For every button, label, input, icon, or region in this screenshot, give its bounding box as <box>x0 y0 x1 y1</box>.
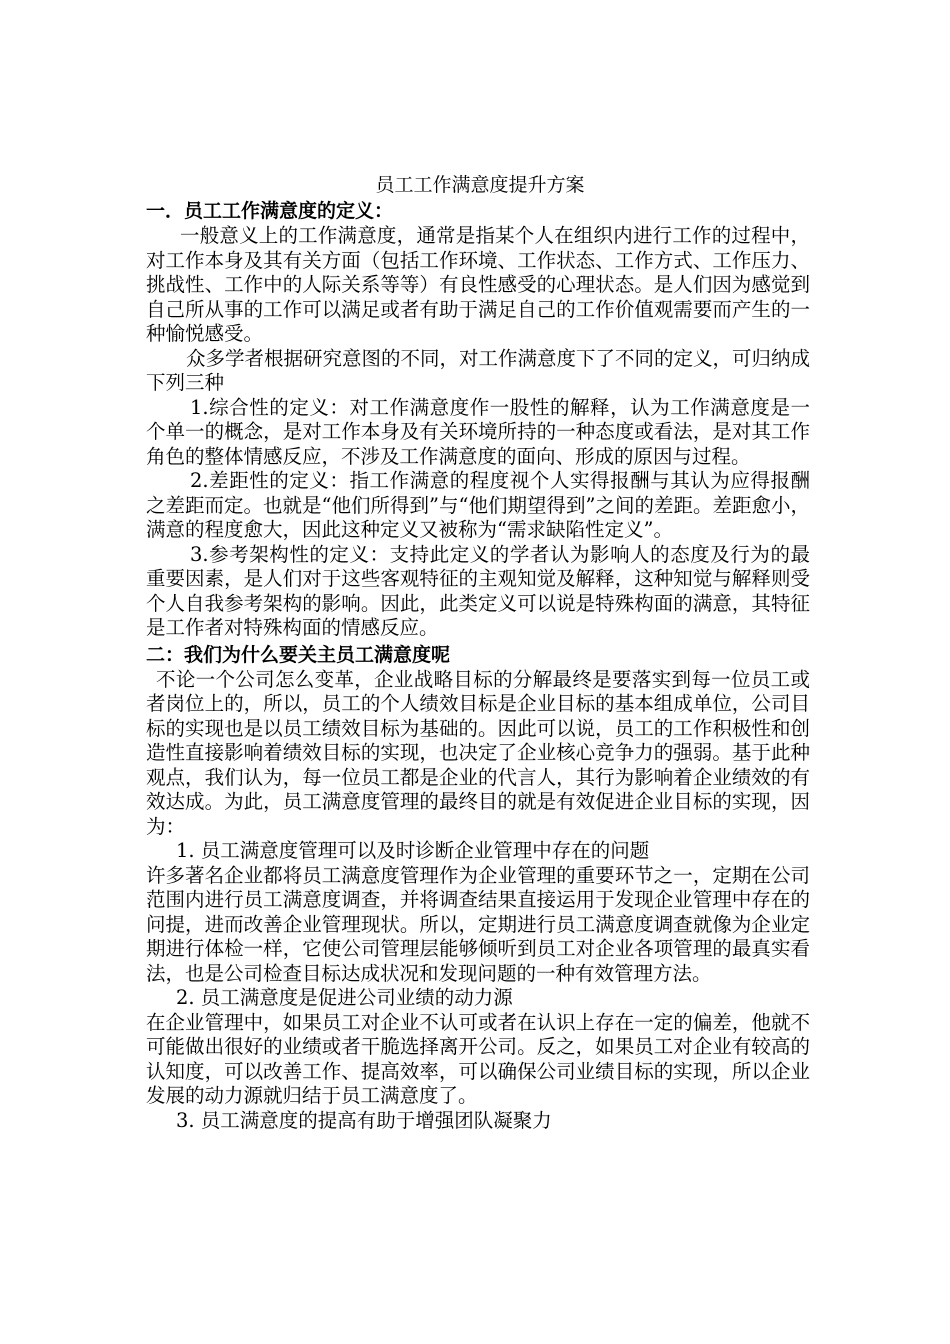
paragraph-definition-reference-frame: 3.参考架构性的定义：支持此定义的学者认为影响人的态度及行为的最重要因素，是人们对于这些客观特征的主观知觉及解释，这种知觉与解释则受个人自我参考架构的影响。因此，此类定义可以说是特殊构面的满意，其特征是工作者对特殊构面的情感反应。 <box>146 542 810 639</box>
list-item-title-performance: 2. 员工满意度是促进公司业绩的动力源 <box>176 986 513 1009</box>
page-title: 员工工作满意度提升方案 <box>375 174 585 196</box>
paragraph-performance-body: 在企业管理中，如果员工对企业不认可或者在认识上存在一定的偏差，他就不可能做出很好的业绩或者干脆选择离开公司。反之，如果员工对企业有较高的认知度，可以改善工作、提高效率，可以确保公司业绩目标的实现，所以企业发展的动力源就归结于员工满意度了。 <box>146 1010 810 1107</box>
document-body <box>146 172 810 1133</box>
paragraph-diagnose-body: 许多著名企业都将员工满意度管理作为企业管理的重要环节之一，定期在公司范围内进行员工满意度调查，并将调查结果直接运用于发现企业管理中存在的问提，进而改善企业管理现状。所以，定期进行员工满意度调查就像为企业定期进行体检一样，它使公司管理层能够倾听到员工对企业各项管理的最真实看法，也是公司检查目标达成状况和发现问题的一种有效管理方法。 <box>146 863 810 985</box>
paragraph-definition-gap: 2.差距性的定义：指工作满意的程度视个人实得报酬与其认为应得报酬之差距而定。也就是“他们所得到”与“他们期望得到”之间的差距。差距愈小，满意的程度愈大，因此这种定义又被称为“需求缺陷性定义”。 <box>146 469 810 541</box>
section-heading-definition: 一．员工工作满意度的定义： <box>146 200 394 222</box>
list-item-title-diagnose: 1. 员工满意度管理可以及时诊断企业管理中存在的问题 <box>176 839 650 862</box>
paragraph-general-definition: 一般意义上的工作满意度，通常是指某个人在组织内进行工作的过程中，对工作本身及其有关方面（包括工作环境、工作状态、工作方式、工作压力、挑战性、工作中的人际关系等等）有良性感受的心理状态。是人们因为感觉到自己所从事的工作可以满足或者有助于满足自己的工作价值观需要而产生的一种愉悦感受。 <box>146 224 810 345</box>
paragraph-definition-comprehensive: 1.综合性的定义：对工作满意度作一股性的解释，认为工作满意度是一个单一的概念，是对工作本身及有关环境所持的一种态度或看法，是对其工作角色的整体情感反应，不涉及工作满意度的面向、形成的原因与过程。 <box>146 395 810 468</box>
paragraph-scholars-definitions: 众多学者根据研究意图的不同，对工作满意度下了不同的定义，可归纳成下列三种 <box>146 346 811 394</box>
paragraph-why-intro: 不论一个公司怎么变革，企业战略目标的分解最终是要落实到每一位员工或者岗位上的，所以，员工的个人绩效目标是企业目标的基本组成单位，公司目标的实现也是以员工绩效目标为基础的。因此可以说，员工的工作积极性和创造性直接影响着绩效目标的实现，也决定了企业核心竞争力的强弱。基于此种观点，我们认为，每一位员工都是企业的代言人，其行为影响着企业绩效的有效达成。为此，员工满意度管理的最终目的就是有效促进企业目标的实现，因为： <box>146 667 810 838</box>
section-heading-why: 二：我们为什么要关主员工满意度呢 <box>146 643 451 666</box>
list-item-title-cohesion: 3. 员工满意度的提高有助于增强团队凝聚力 <box>176 1108 552 1132</box>
